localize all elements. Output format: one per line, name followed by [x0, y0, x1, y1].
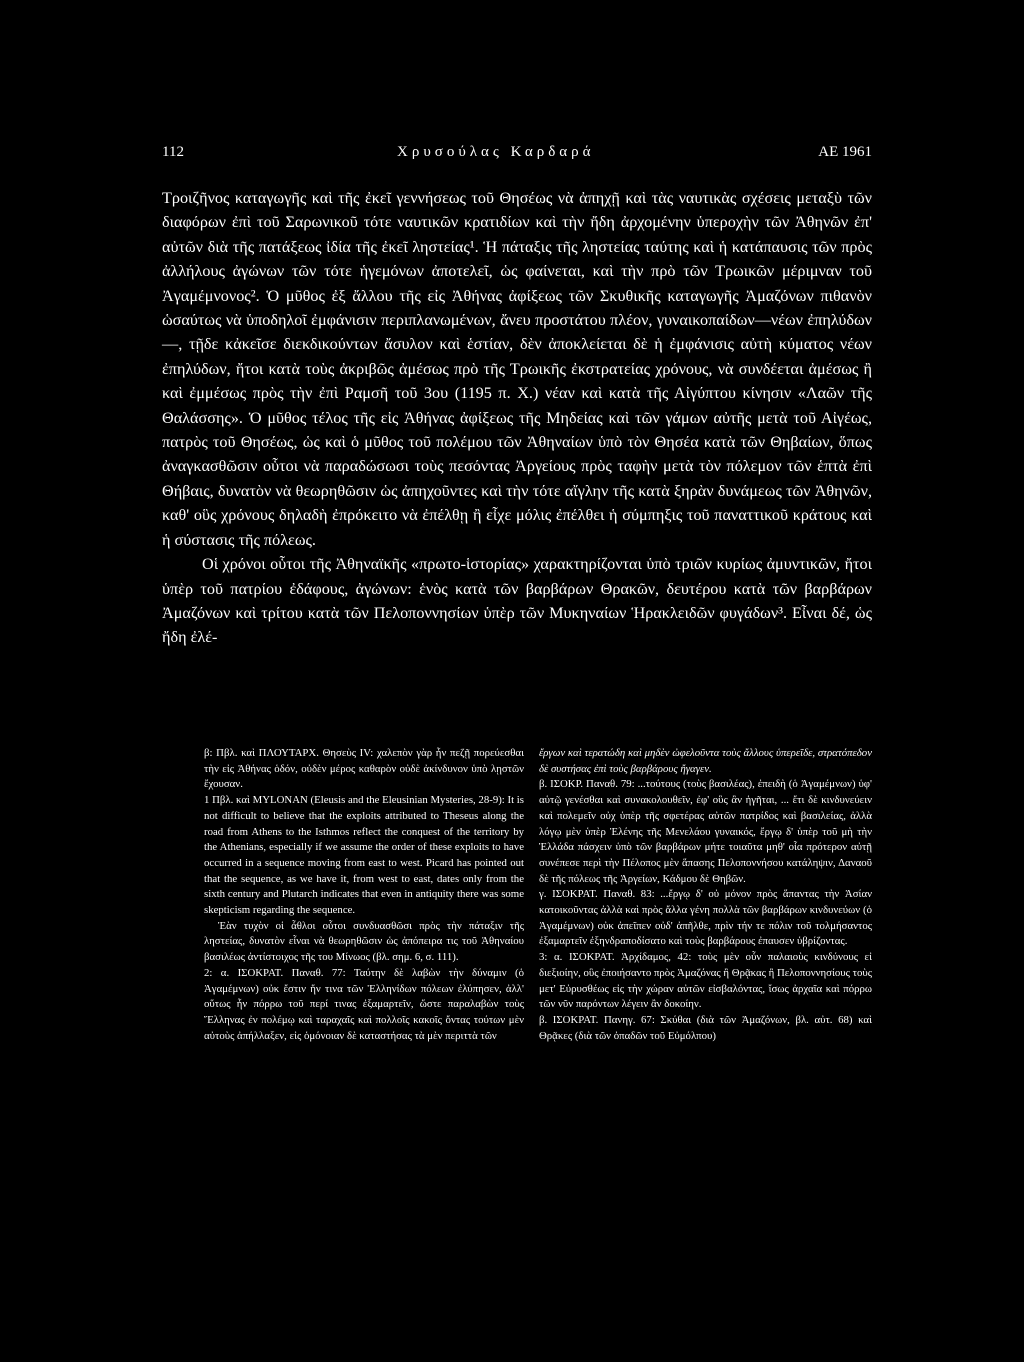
footnotes-left-column [204, 746, 524, 1044]
footnote: Ἐὰν τυχὸν οἱ ἆθλοι οὗτοι συνδυασθῶσι πρὸς τὴν πάταξιν τῆς ληστείας, δυνατὸν εἶναι νὰ θεωρηθῶσιν ὡς ἀπόπειρα τις τοῦ Ἀθηναίου βασιλέως ἀντίστοιχος τῆς του Μίνωος (βλ. σημ. 6, σ. 111). [204, 919, 524, 964]
running-author: Χρυσούλας Καρδαρά [397, 144, 595, 160]
footnote: 1 Πβλ. καὶ MYLONAN (Eleusis and the Eleusinian Mysteries, 28-9): It is not difficult to believe that the exploits attributed to Theseus along the road from Athens to the Isthmos reflect the conquest of the territory by the Athenians, especially if we assume the order of these exploits to have occurred in a sequence moving from east to west. Picard has pointed out that the sequence, as we have it, from west to east, dates only from the sixth century and Plutarch indicates that even in antiquity there was some skepticism regarding the sequence. [204, 794, 525, 917]
journal-ref: ΑΕ 1961 [818, 144, 872, 160]
footnote: 3: α. ΙΣΟΚΡΑΤ. Ἀρχίδαμος, 42: τοὺς μὲν οὖν παλαιοὺς κινδύνους εἰ διεξιοίην, οὓς ἐποιήσαντο πρὸς Ἀμαζόνας ἢ Θρᾷκας ἢ Πελοποννησίους τοὺς μετ' Εὐρυσθέως εἰς τὴν χώραν αὐτῶν εἰσβαλόντας, ἴσως ἀρχαῖα καὶ πόρρω τῶν νῦν παρόντων λέγειν ἂν δοκοίην. [539, 951, 872, 1011]
footnotes-right-column [539, 746, 872, 1044]
footnotes [162, 746, 872, 1066]
page-number: 112 [162, 144, 184, 160]
footnote: β: Πβλ. καὶ ΠΛΟΥΤΑΡΧ. Θησεὺς IV: χαλεπὸν γὰρ ἦν πεζῇ πορεύεσθαι τὴν εἰς Ἀθήνας ὁδόν, οὐδὲν μέρος καθαρὸν οὐδὲ ἀκίνδυνον ὑπὸ λῃστῶν ἔχουσαν. [204, 747, 524, 791]
body-paragraph-2: Οἱ χρόνοι οὗτοι τῆς Ἀθηναϊκῆς «πρωτο-ἱστορίας» χαρακτηρίζονται ὑπὸ τριῶν κυρίως ἀμυντικῶν, ἤτοι ὑπὲρ τοῦ πατρίου ἐδάφους, ἀγώνων: ἑνὸς κατὰ τῶν βαρβάρων Θρακῶν, δευτέρου κατὰ τῶν βαρβάρων Ἀμαζόνων καὶ τρίτου κατὰ τῶν Πελοποννησίων ὑπὲρ τῶν Μυκηναίων Ἡρακλειδῶν φυγάδων³. Εἶναι δέ, ὡς ἤδη ἐλέ- [162, 555, 872, 647]
main-text [162, 186, 872, 650]
footnote: β. ΙΣΟΚΡΑΤ. Πανηγ. 67: Σκύθαι (διὰ τῶν Ἀμαζόνων, βλ. αὐτ. 68) καὶ Θρᾷκες (διὰ τῶν ὀπαδῶν τοῦ Εὐμόλπου) [539, 1013, 872, 1042]
footnote: 2: α. ΙΣΟΚΡΑΤ. Παναθ. 77: Ταύτην δὲ λαβὼν τὴν δύναμιν (ὁ Ἀγαμέμνων) οὐκ ἔστιν ἥν τινα τῶν Ἑλληνίδων πόλεων ἐλύπησεν, ἀλλ' οὕτως ἦν πόρρω τοῦ περί τινας ἐξαμαρτεῖν, ὥστε παραλαβὼν τοὺς Ἕλληνας ἐν πολέμῳ καὶ ταραχαῖς καὶ πολλοῖς κακοῖς ὄντας τούτων μὲν αὐτοὺς ἀπήλλαξεν, εἰς ὁμόνοιαν δὲ καταστήσας τὰ μὲν περιττὰ τῶν [204, 966, 524, 1042]
footnote: β. ΙΣΟΚΡ. Παναθ. 79: ...τούτους (τοὺς βασιλέας), ἐπειδὴ (ὁ Ἀγαμέμνων) ὑφ' αὑτῷ γενέσθαι καὶ συνακολουθεῖν, ἐφ' οὓς ἂν ἡγῆται, ... ἔτι δὲ κινδυνεύειν καὶ πολεμεῖν οὐχ ὑπὲρ τῆς σφετέρας αὐτῶν πατρίδος καὶ βασιλείας, ἀλλὰ λόγῳ μὲν ὑπὲρ Ἑλένης τῆς Μενελάου γυναικός, ἔργῳ δ' ὑπὲρ τοῦ μὴ τὴν Ἑλλάδα πάσχειν ὑπὸ τῶν βαρβάρων μήτε τοιαῦτα μηθ' οἷα πρότερον αὐτῇ συνέπεσε περὶ τὴν Πέλοπος μὲν ἅπασης Πελοποννήσου κατάληψιν, Δαναοῦ δὲ τῆς πόλεως τῆς Ἀργείων, Κάδμου δὲ Θηβῶν. [539, 778, 872, 885]
footnote: γ. ΙΣΟΚΡΑΤ. Παναθ. 83: ...ἔργῳ δ' οὐ μόνον πρὸς ἅπαντας τὴν Ἀσίαν κατοικοῦντας ἀλλὰ καὶ πρὸς ἄλλα γένη πολλὰ τῶν βαρβάρων κινδυνεύων (ὁ Ἀγαμέμνων) οὐκ ἀπεῖπεν οὐδ' ἀπῆλθε, πρὶν τήν τε πόλιν τοῦ τολμήσαντος ἐξαμαρτεῖν ἐξηνδραποδίσατο καὶ τοὺς βαρβάρους ἐπαυσεν ὑβρίζοντας. [539, 888, 872, 948]
body-paragraph-1: Τροιζῆνος καταγωγῆς καὶ τῆς ἐκεῖ γεννήσεως τοῦ Θησέως νὰ ἀπηχῇ καὶ τὰς ναυτικὰς σχέσεις μεταξὺ τῶν διαφόρων ἐπὶ τοῦ Σαρωνικοῦ τότε ναυτικῶν κρατιδίων καὶ τὴν ἤδη ἀρχομένην ὑπεροχὴν τῶν Ἀθηνῶν ἐπ' αὐτῶν διὰ τῆς πατάξεως ἰδία τῆς ἐκεῖ ληστείας¹. Ἡ πάταξις τῆς ληστείας ταύτης καὶ ἡ κατάπαυσις τῶν πρὸς ἀλλήλους ἀγώνων τῶν τότε ἡγεμόνων ἀποτελεῖ, ὡς φαίνεται, καὶ τὴν πρὸ τῶν Τρωικῶν μέριμναν τοῦ Ἀγαμέμνονος². Ὁ μῦθος ἐξ ἄλλου τῆς εἰς Ἀθήνας ἀφίξεως τῶν Σκυθικῆς καταγωγῆς Ἀμαζόνων πιθανὸν ὡσαύτως νὰ ὑποδηλοῖ ἐμφάνισιν περιπλανωμένων, ἄνευ προστάτου πλέον, γυναικοπαίδων—νέων ἐπηλύδων—, τῇδε κἀκεῖσε διεκδικούντων ἄσυλον καὶ ἑστίαν, δὲν ἀποκλείεται δὲ ἡ ἐμφάνισις αὐτὴ κύματος νέων ἐπηλύδων, ἤτοι κατὰ τοὺς ἀκριβῶς ἀμέσως πρὸ τῆς Τρωικῆς ἐκστρατείας χρόνους, νὰ συνδέεται ἀμέσως ἢ καὶ ἐμμέσως πρὸς τὴν ἐπὶ Ραμσῆ τοῦ 3ου (1195 π. Χ.) νέαν καὶ κατὰ τῆς Αἰγύπτου κίνησιν «Λαῶν τῆς Θαλάσσης». Ὁ μῦθος τέλος τῆς εἰς Ἀθήνας ἀφίξεως τῆς Μηδείας καὶ τῶν γάμων αὐτῆς μετὰ τοῦ Αἰγέως, πατρὸς τοῦ Θησέως, ὡς καὶ ὁ μῦθος τοῦ πολέμου τῶν Ἀθηναίων ὑπὸ τὸν Θησέα κατὰ τῶν Θηβαίων, ὅπως ἀναγκασθῶσιν οὗτοι νὰ παραδώσωσι τοὺς πεσόντας Ἀργείους πρὸς ταφὴν μετὰ τὸν πόλεμον τῶν ἑπτὰ ἐπὶ Θήβαις, δυνατὸν νὰ θεωρηθῶσιν ὡς ἀπηχοῦντες καὶ τὴν τότε αἴγλην τῆς κατὰ ξηρὰν δυνάμεως τῶν Ἀθηνῶν, καθ' οὓς χρόνους δηλαδὴ ἐπρόκειτο νὰ ἐπέλθῃ ἢ εἶχε μόλις ἐπέλθει ἡ σύμπηξις τοῦ παναττικοῦ κράτους καὶ ἡ σύστασις τῆς πόλεως. [162, 189, 872, 549]
footnote: ἔργων καὶ τερατώδη καὶ μηδὲν ὠφελοῦντα τοὺς ἄλλους ὑπερεῖδε, στρατόπεδον δὲ συστήσας ἐπὶ τοὺς βαρβάρους ἤγαγεν. [539, 747, 872, 775]
running-header [162, 144, 872, 168]
